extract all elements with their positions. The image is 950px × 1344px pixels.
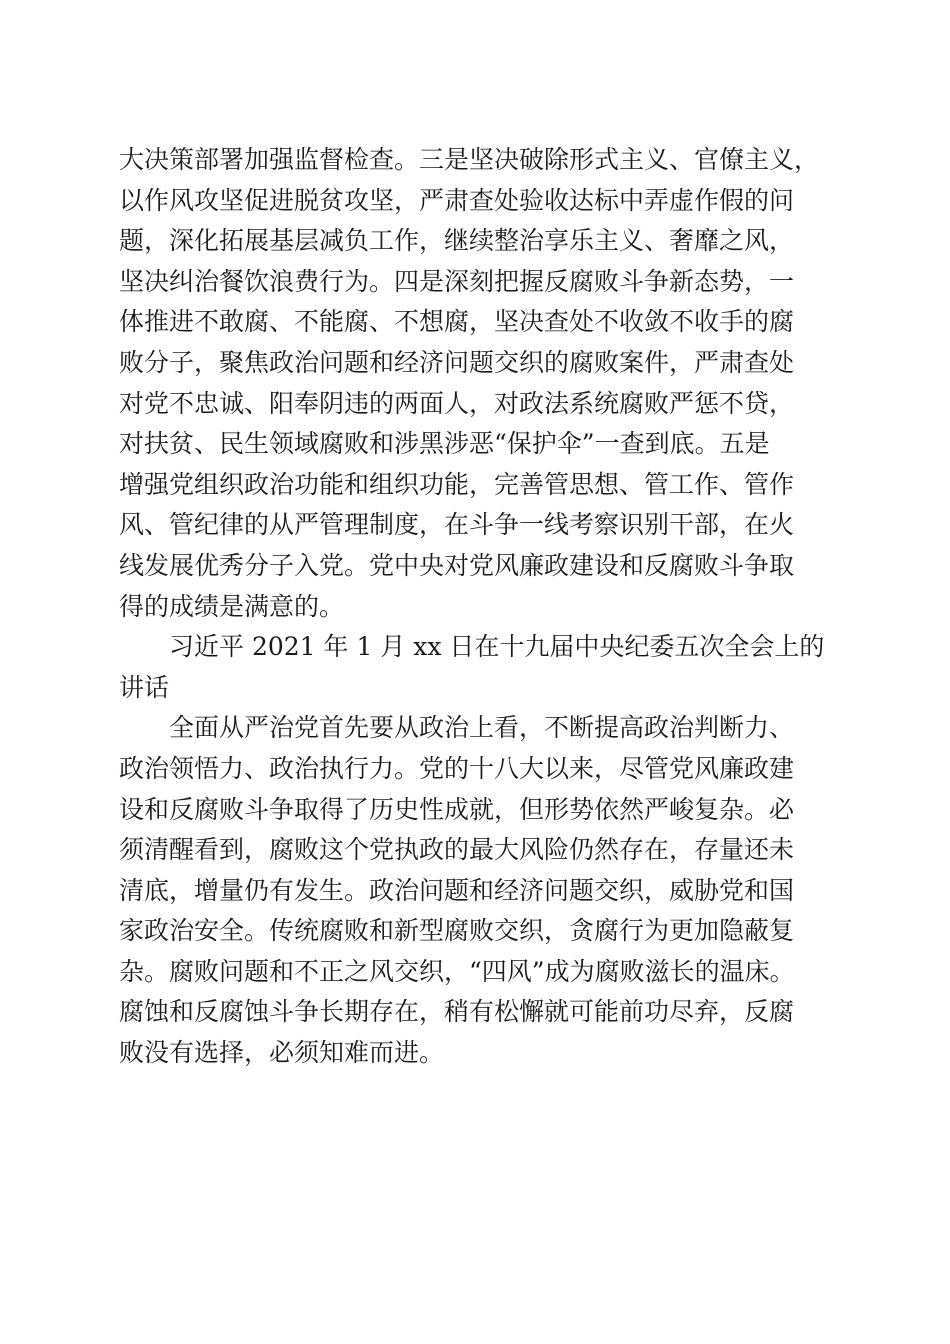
text-line: 线发展优秀分子入党。党中央对党风廉政建设和反腐败斗争取	[119, 550, 795, 580]
text-line: 设和反腐败斗争取得了历史性成就，但形势依然严峻复杂。必	[119, 794, 795, 824]
text-line: 全面从严治党首先要从政治上看，不断提高政治判断力、	[169, 713, 795, 743]
text-line: 败分子，聚焦政治问题和经济问题交织的腐败案件，严肃查处	[119, 347, 795, 377]
text-line: 家政治安全。传统腐败和新型腐败交织，贪腐行为更加隐蔽复	[119, 916, 795, 946]
text-line: 败没有选择，必须知难而进。	[119, 1038, 445, 1068]
text-line: 风、管纪律的从严管理制度，在斗争一线考察识别干部，在火	[119, 510, 795, 540]
text-line: 大决策部署加强监督检查。三是坚决破除形式主义、官僚主义，	[119, 145, 820, 174]
document-body	[119, 140, 839, 1074]
text-line: 增强党组织政治功能和组织功能，完善管思想、管工作、管作	[119, 469, 795, 499]
text-line: 以作风攻坚促进脱贫攻坚，严肃查处验收达标中弄虚作假的问	[119, 185, 795, 215]
text-line: 题，深化拓展基层减负工作，继续整治享乐主义、奢靡之风，	[119, 226, 795, 256]
heading-line: 讲话	[119, 672, 170, 702]
text-line: 杂。腐败问题和不正之风交织，“四风”成为腐败滋长的温床。	[119, 956, 795, 986]
text-line: 对党不忠诚、阳奉阴违的两面人，对政法系统腐败严惩不贷，	[119, 388, 795, 418]
text-line: 腐蚀和反腐蚀斗争长期存在，稍有松懈就可能前功尽弃，反腐	[119, 997, 795, 1027]
text-line: 坚决纠治餐饮浪费行为。四是深刻把握反腐败斗争新态势，一	[119, 266, 795, 296]
text-line: 得的成绩是满意的。	[119, 591, 345, 621]
text-line: 政治领悟力、政治执行力。党的十八大以来，尽管党风廉政建	[119, 753, 795, 783]
heading-line: 习近平 2021 年 1 月 xx 日在十九届中央纪委五次全会上的	[169, 632, 825, 662]
text-line: 须清醒看到，腐败这个党执政的最大风险仍然存在，存量还未	[119, 835, 795, 865]
text-line: 对扶贫、民生领域腐败和涉黑涉恶“保护伞”一查到底。五是	[119, 429, 770, 459]
text-line: 清底，增量仍有发生。政治问题和经济问题交织，威胁党和国	[119, 875, 795, 905]
text-line: 体推进不敢腐、不能腐、不想腐，坚决查处不收敛不收手的腐	[119, 307, 795, 337]
